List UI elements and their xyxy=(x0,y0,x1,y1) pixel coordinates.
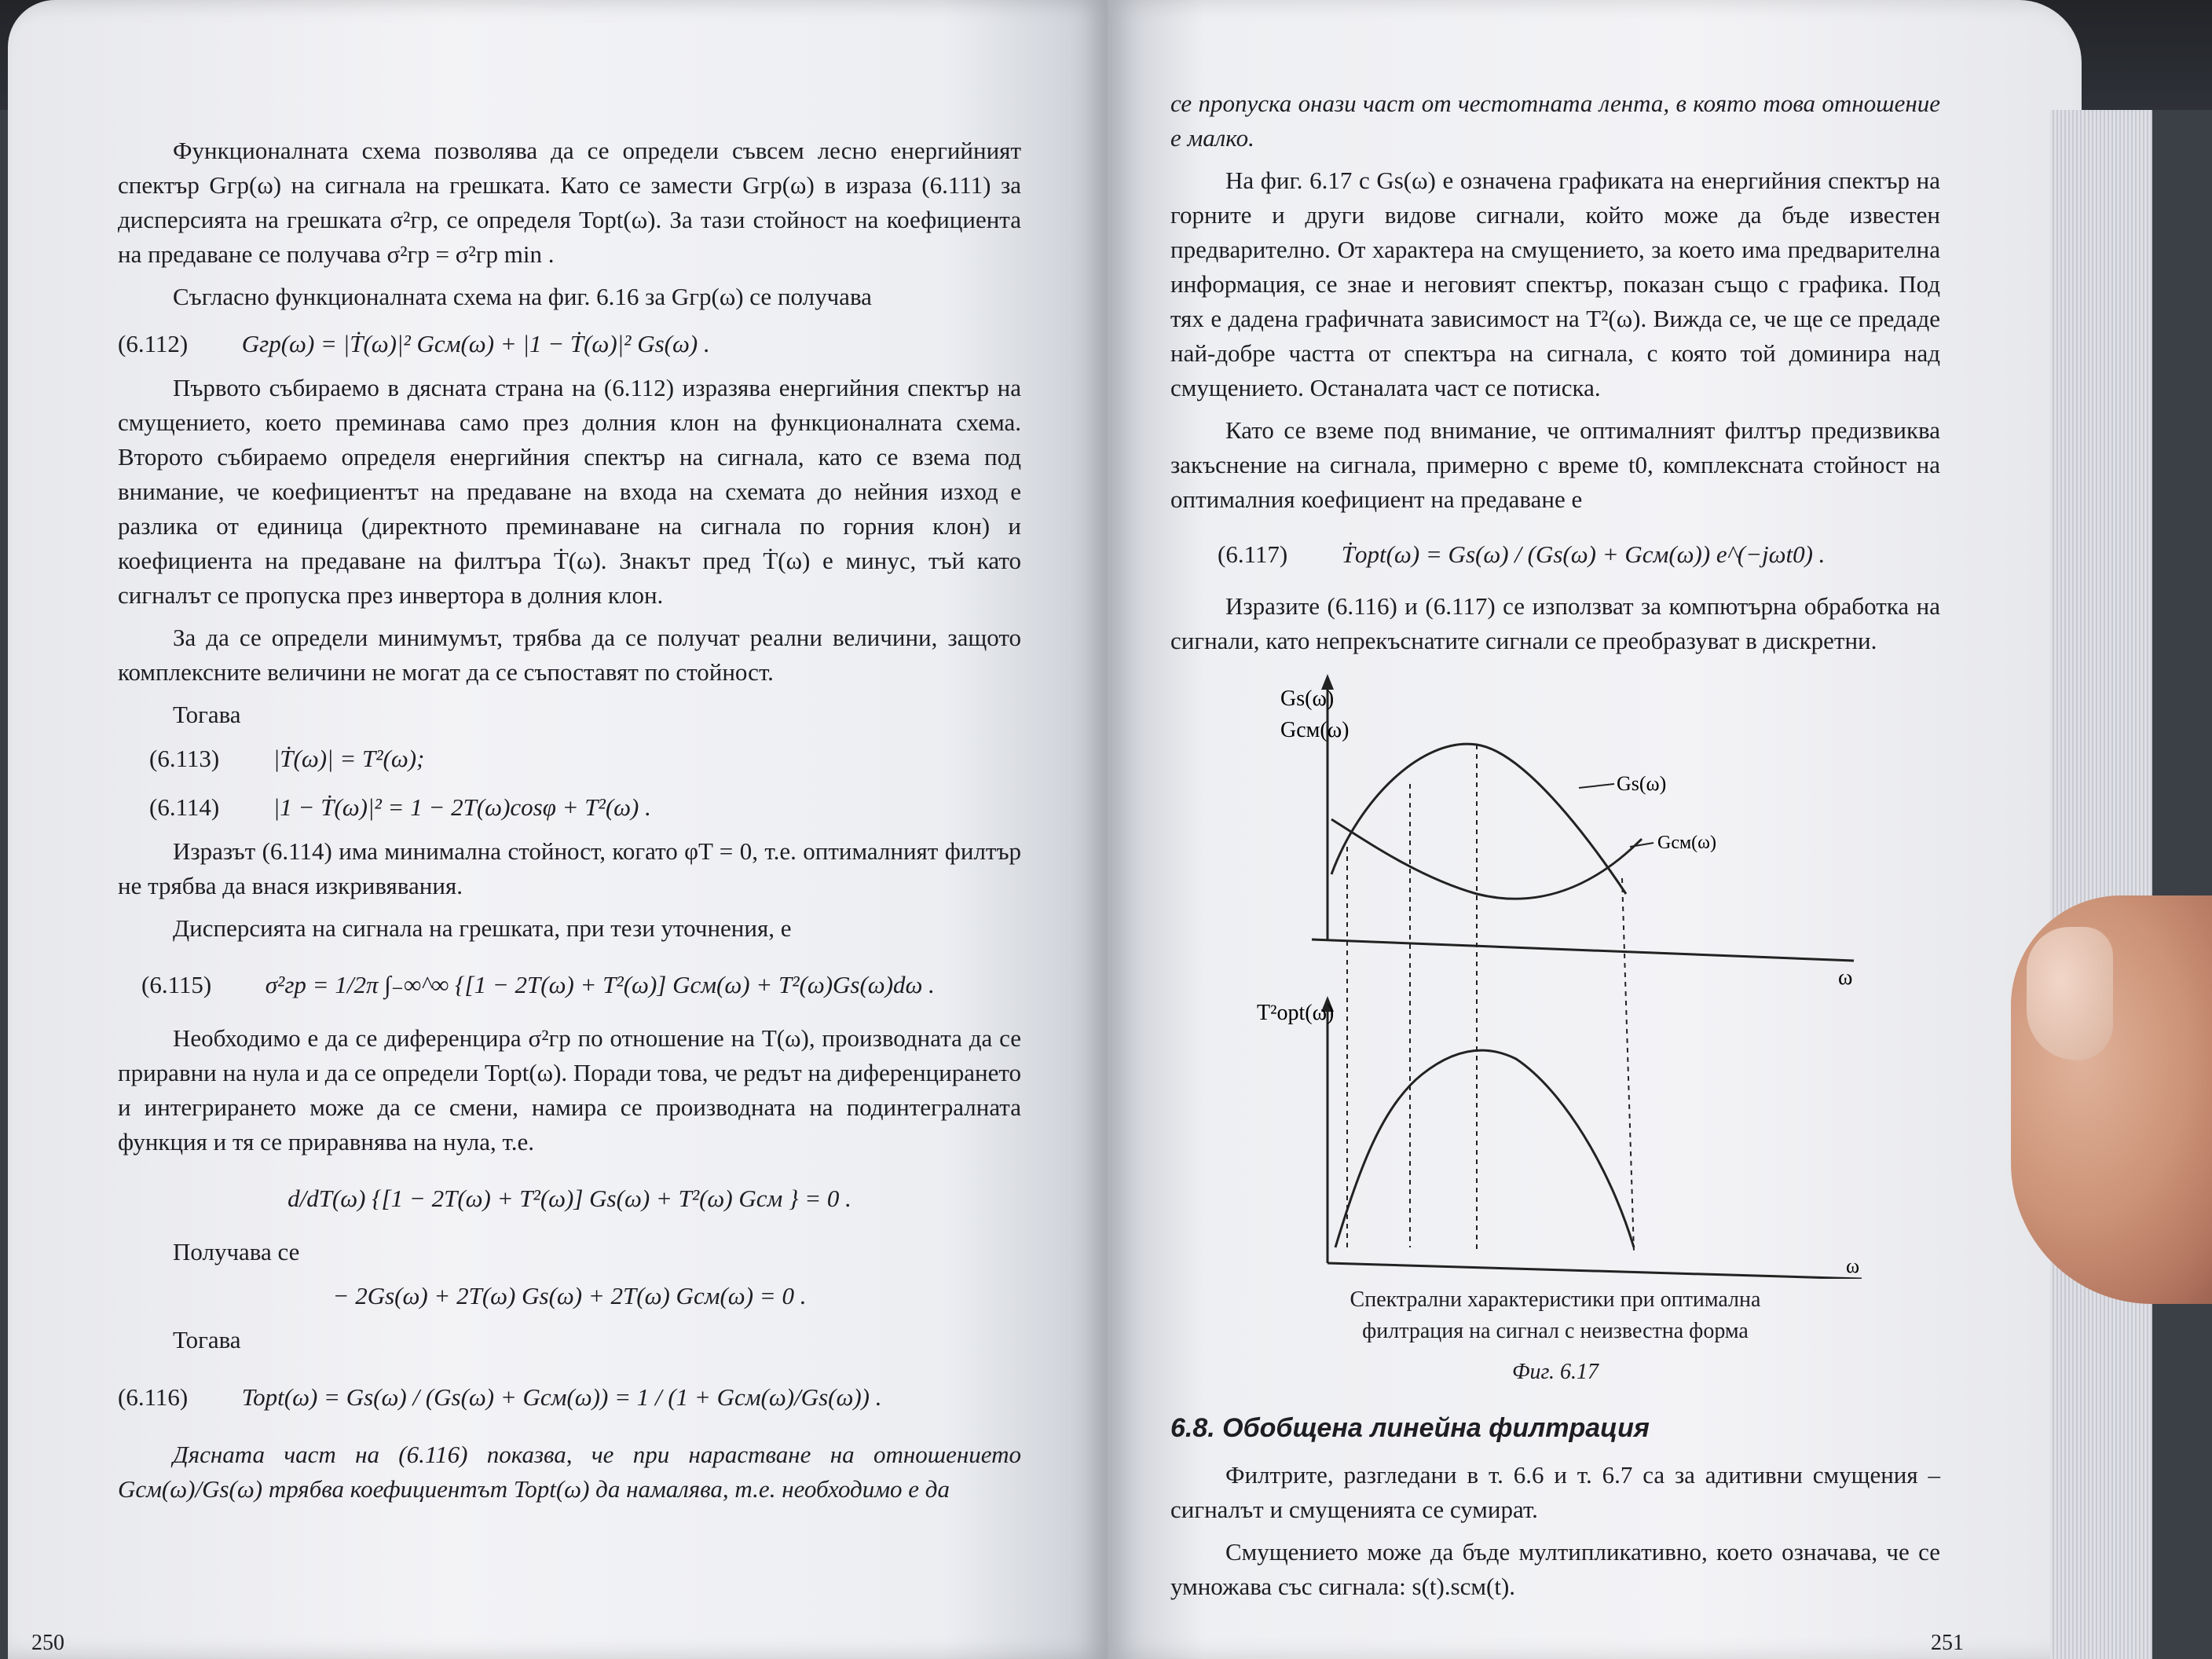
y-label-topt: T²opt(ω) xyxy=(1257,1001,1335,1025)
gsm-curve xyxy=(1331,819,1642,899)
paragraph: Първото събираемо в дясната страна на (6.112) изразява енергийния спектър на смущението, което преминава само през долния клон на функционалната схема. Второто събираемо определя енергийния спектър на сигнала, като се вземa под внимание, че коефициентът на предаване на входа на схемата до нейния изход е разлика от единица (директното преминаване на сигнала по горния клон) и коефициента на предаване на филтъра Ṫ(ω). Знакът пред Ṫ(ω) е минус, тъй като сигналът се пропуска през инвертора в долния клон. xyxy=(118,374,1021,609)
bottom-x-axis xyxy=(1328,1263,1862,1279)
right-page xyxy=(1108,0,2082,1659)
equation-body: d/dT(ω) {[1 − 2T(ω) + T²(ω)] Gs(ω) + T²(ω) Gсм } = 0 . xyxy=(287,1185,851,1212)
figure-label: Фиг. 6.17 xyxy=(1511,1360,1599,1384)
equation-body: − 2Gs(ω) + 2T(ω) Gs(ω) + 2T(ω) Gсм(ω) = 0 . xyxy=(332,1282,807,1309)
paragraph: Филтрите, разгледани в т. 6.6 и т. 6.7 са за адитивни смущения – сигналът и смущенията се сумират. xyxy=(1170,1461,1940,1523)
section-heading: 6.8. Обобщена линейна филтрация xyxy=(1170,1413,1650,1443)
gsm-leader-line xyxy=(1630,843,1654,847)
equation-number: (6.112) xyxy=(118,330,189,357)
equation-6-114 xyxy=(149,786,1021,830)
equation-body: Topt(ω) = Gs(ω) / (Gs(ω) + Gсм(ω)) = 1 / (1 + Gсм(ω)/Gs(ω)) . xyxy=(241,1383,882,1411)
page-block-edge xyxy=(2050,110,2152,1659)
equation-6-113 xyxy=(149,737,1021,781)
paragraph: Функционалната схема позволява да се определи съвсем лесно енергийният спектър Gгр(ω) на сигнала на грешката. Като се замести Gгр(ω) в израза (6.111) за дисперсията на грешката σ²гр, се определя Topt(ω). За тази стойност на коефициента на предаване се получава σ²гр = σ²гр min . xyxy=(118,137,1021,268)
gs-leader-line xyxy=(1579,784,1614,788)
equation-body: |Ṫ(ω)| = T²(ω); xyxy=(273,745,425,772)
topt-curve xyxy=(1335,1050,1634,1247)
paragraph: Дисперсията на сигнала на грешката, при тези уточнения, е xyxy=(173,914,792,942)
paragraph: се пропуска онази част от честотната лента, в която това отношение е малко. xyxy=(1170,90,1940,152)
equation-body: σ²гр = 1/2π ∫₋∞^∞ {[1 − 2T(ω) + T²(ω)] Gсм(ω) + T²(ω)Gs(ω)dω . xyxy=(265,971,935,998)
equation-derivative xyxy=(118,1167,1021,1230)
paragraph: Получава се xyxy=(173,1238,300,1265)
paragraph: Тогава xyxy=(173,1326,241,1353)
gs-curve xyxy=(1331,744,1626,894)
paragraph: Изразът (6.114) има минимална стойност, когато φT = 0, т.е. оптималният филтър не трябва да внася изкривявания. xyxy=(118,837,1021,899)
paragraph: Изразите (6.116) и (6.117) се използват за компютърна обработка на сигнали, като непрекъснатите сигнали се преобразуват в дискретни. xyxy=(1170,592,1940,654)
y-label-gsm: Gсм(ω) xyxy=(1280,718,1350,742)
equation-number: (6.117) xyxy=(1218,540,1288,568)
page-number: 251 xyxy=(1931,1631,1964,1655)
equation-body: Ṫopt(ω) = Gs(ω) / (Gs(ω) + Gсм(ω)) e^(−jωt0) . xyxy=(1341,540,1826,568)
figure-caption-line-1: Спектрални характеристики при оптимална xyxy=(1350,1287,1761,1312)
top-x-axis xyxy=(1312,939,1854,961)
paragraph: Като се вземе под внимание, че оптималният филтър предизвиква закъснение на сигнала, примерно с време t0, комплексната стойност на оптималния коефициент на предаване е xyxy=(1170,416,1940,513)
x-label-bottom: ω xyxy=(1846,1254,1860,1277)
spectral-characteristics-diagram xyxy=(1170,666,1940,1279)
equation-derivative-result xyxy=(118,1274,1021,1318)
x-label-top: ω xyxy=(1838,965,1853,990)
paragraph: Тогава xyxy=(173,701,241,728)
figure-6-17 xyxy=(1170,666,1940,1385)
paragraph: За да се определи минимумът, трябва да се получат реални величини, защото комплексните величини не могат да се съпоставят по стойност. xyxy=(118,624,1021,686)
left-page xyxy=(8,0,1108,1659)
figure-caption-line-2: филтрация на сигнал с неизвестна форма xyxy=(1362,1319,1749,1343)
curve-label-gsm: Gсм(ω) xyxy=(1657,833,1716,853)
equation-6-116 xyxy=(118,1362,1021,1433)
equation-number: (6.115) xyxy=(141,971,212,998)
equation-number: (6.113) xyxy=(149,745,220,772)
equation-6-115 xyxy=(141,954,1021,1016)
page-number: 250 xyxy=(31,1631,64,1655)
paragraph: Необходимо е да се диференцира σ²гр по отношение на T(ω), производната да се приравни на нула и да се определи Topt(ω). Поради това, че редът на диференцирането и интегрирането може да се смени, намира се производната на подинтегралната функция и тя се приравнява на нула, т.е. xyxy=(118,1024,1021,1155)
paragraph: Дясната част на (6.116) показва, че при нарастване на отношението Gсм(ω)/Gs(ω) трябва коефициентът Topt(ω) да намалява, т.е. необходимо е да xyxy=(118,1441,1021,1503)
paragraph: Смущението може да бъде мултипликативно, което означава, че се умножава със сигнала: s(t).sсм(t). xyxy=(1170,1538,1940,1600)
equation-number: (6.114) xyxy=(149,793,220,821)
guide-line xyxy=(1622,878,1634,1251)
thumb-nail xyxy=(2027,927,2113,1060)
equation-body: Gгр(ω) = |Ṫ(ω)|² Gсм(ω) + |1 − Ṫ(ω)|² Gs(ω) . xyxy=(241,330,710,357)
curve-label-gs: Gs(ω) xyxy=(1617,772,1667,795)
equation-number: (6.116) xyxy=(118,1383,189,1411)
equation-body: |1 − Ṫ(ω)|² = 1 − 2T(ω)cosφ + T²(ω) . xyxy=(273,793,651,821)
paragraph: Съгласно функционалната схема на фиг. 6.16 за Gгр(ω) се получава xyxy=(173,283,872,310)
paragraph: На фиг. 6.17 с Gs(ω) е означена графиката на енергийния спектър на горните и други видове сигнали, който може да бъде известен предварително. От характера на смущението, за което има предварителна информация, се знае и неговият спектър, показан също с графика. Под тях е дадена графичната зависимост на T²(ω). Вижда се, че ще се предаде най-добре частта от спектъра на сигнала, с която той доминира над смущението. Останалата част се потиска. xyxy=(1170,167,1940,401)
equation-6-117 xyxy=(1218,525,1940,584)
y-label-gs: Gs(ω) xyxy=(1280,687,1335,711)
equation-6-112 xyxy=(118,322,1021,366)
